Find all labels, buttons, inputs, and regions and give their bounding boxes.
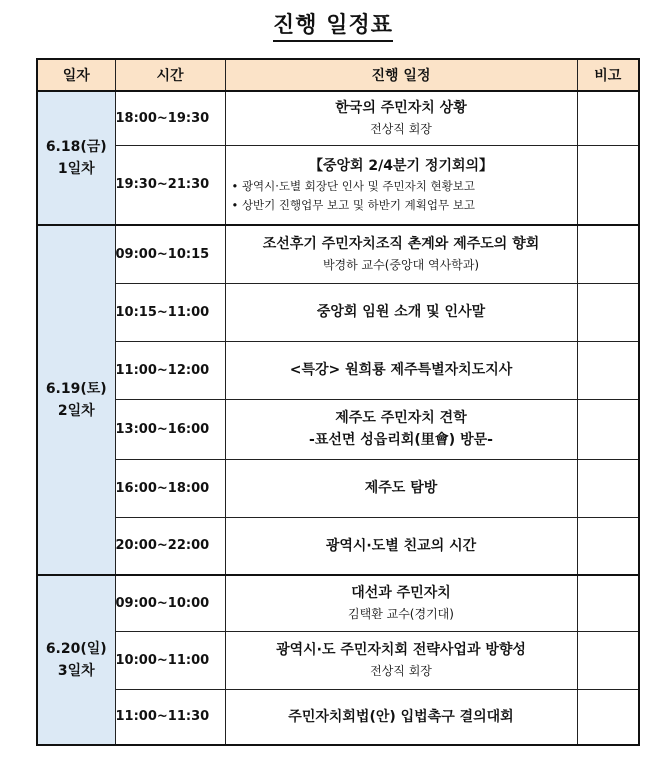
time-cell: 20:00~22:00	[115, 517, 225, 575]
event-cell	[225, 459, 577, 517]
note-cell	[577, 341, 639, 399]
event-title: 주민자치회법(안) 입법촉구 결의대회	[288, 708, 514, 725]
day-cell	[37, 91, 115, 225]
time-cell: 10:15~11:00	[115, 283, 225, 341]
header-day: 일자	[37, 59, 115, 91]
note-cell	[577, 399, 639, 459]
time-cell: 16:00~18:00	[115, 459, 225, 517]
event-subtitle: 전상직 회장	[370, 122, 432, 137]
day-label: 2일차	[57, 403, 95, 419]
table-row	[37, 399, 639, 459]
day-date: 6.19(토)	[45, 381, 107, 397]
header-note: 비고	[577, 59, 639, 91]
event-bullet: • 상반기 진행업무 보고 및 하반기 계획업무 보고	[231, 197, 475, 212]
event-title: 【중앙회 2/4분기 정기회의】	[308, 157, 494, 174]
header-schedule: 진행 일정	[225, 59, 577, 91]
event-title-line2: -표선면 성읍리회(里會) 방문-	[309, 432, 493, 448]
event-title: 중앙회 임원 소개 및 인사말	[316, 304, 486, 320]
event-title: 광역시·도 주민자치회 전략사업과 방향성	[276, 642, 526, 658]
event-cell	[225, 399, 577, 459]
event-title: <특강> 원희룡 제주특별자치도지사	[289, 362, 513, 378]
table-row	[37, 575, 639, 631]
day-date: 6.20(일)	[45, 641, 107, 657]
table-row	[37, 459, 639, 517]
event-title: 대선과 주민자치	[351, 585, 451, 602]
event-cell	[225, 631, 577, 689]
note-cell	[577, 283, 639, 341]
note-cell	[577, 91, 639, 145]
schedule-table	[36, 58, 640, 746]
time-cell: 10:00~11:00	[115, 631, 225, 689]
day-label: 3일차	[57, 663, 95, 679]
event-cell	[225, 575, 577, 631]
day-cell	[37, 225, 115, 575]
table-row	[37, 145, 639, 225]
event-title: 광역시·도별 친교의 시간	[325, 537, 477, 554]
event-cell	[225, 91, 577, 145]
event-cell	[225, 689, 577, 745]
event-title: 한국의 주민자치 상황	[335, 100, 467, 117]
time-cell: 09:00~10:15	[115, 225, 225, 283]
day-date: 6.18(금)	[45, 139, 107, 155]
table-row	[37, 631, 639, 689]
day-cell	[37, 575, 115, 745]
note-cell	[577, 145, 639, 225]
event-cell	[225, 283, 577, 341]
event-cell	[225, 225, 577, 283]
time-cell: 13:00~16:00	[115, 399, 225, 459]
event-title: 제주도 탐방	[364, 480, 438, 496]
table-row	[37, 689, 639, 745]
note-cell	[577, 631, 639, 689]
event-subtitle: 김택환 교수(경기대)	[348, 607, 454, 622]
page-title: 진행 일정표	[0, 8, 666, 39]
note-cell	[577, 225, 639, 283]
time-cell: 09:00~10:00	[115, 575, 225, 631]
table-row	[37, 283, 639, 341]
event-cell	[225, 341, 577, 399]
event-subtitle: 전상직 회장	[370, 664, 432, 678]
event-bullet: • 광역시·도별 회장단 인사 및 주민자치 현황보고	[231, 178, 475, 193]
table-row	[37, 517, 639, 575]
note-cell	[577, 689, 639, 745]
event-cell	[225, 145, 577, 225]
event-subtitle: 박경하 교수(중앙대 역사학과)	[322, 258, 480, 273]
header-time: 시간	[115, 59, 225, 91]
header-row	[37, 59, 639, 91]
time-cell: 11:00~11:30	[115, 689, 225, 745]
event-title: 제주도 주민자치 견학	[335, 410, 467, 426]
time-cell: 18:00~19:30	[115, 91, 225, 145]
note-cell	[577, 517, 639, 575]
day-label: 1일차	[57, 161, 95, 177]
table-row	[37, 341, 639, 399]
note-cell	[577, 575, 639, 631]
event-title: 조선후기 주민자치조직 촌계와 제주도의 향회	[262, 236, 540, 253]
table-row	[37, 225, 639, 283]
time-cell: 11:00~12:00	[115, 341, 225, 399]
time-cell: 19:30~21:30	[115, 145, 225, 225]
table-row	[37, 91, 639, 145]
event-cell	[225, 517, 577, 575]
note-cell	[577, 459, 639, 517]
